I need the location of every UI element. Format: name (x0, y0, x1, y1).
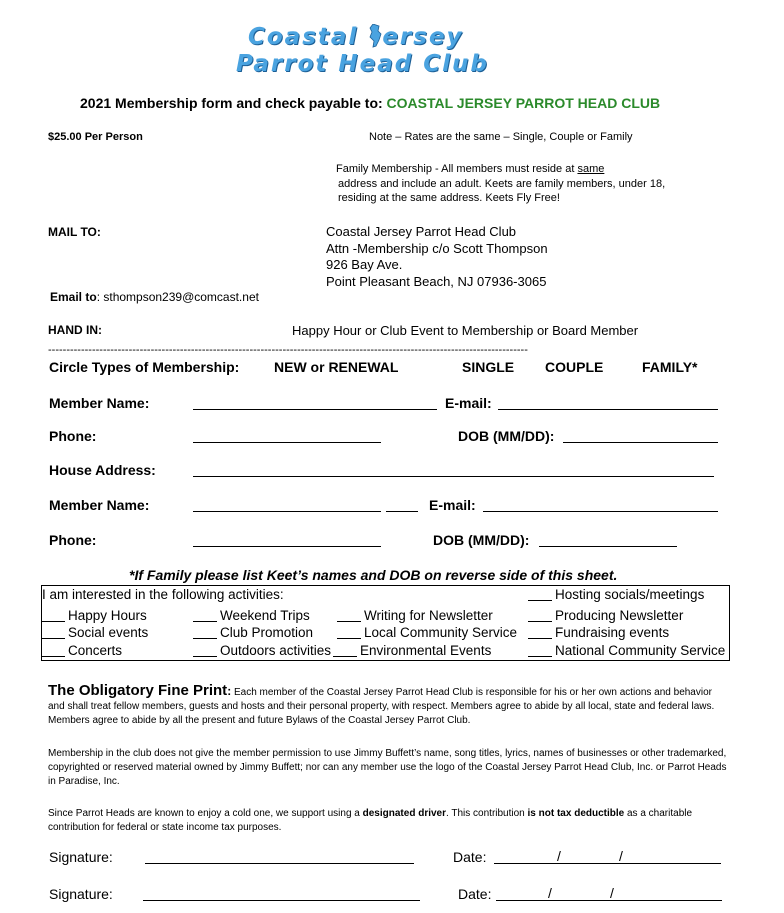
heading-payee: COASTAL JERSEY PARROT HEAD CLUB (386, 95, 661, 111)
activity-outdoors[interactable]: Outdoors activities (193, 643, 331, 658)
email-label: Email to (50, 290, 97, 304)
new-jersey-state-icon (368, 24, 382, 48)
membership-single[interactable]: SINGLE (462, 359, 515, 375)
activity-checkbox[interactable] (337, 625, 361, 639)
activity-environmental-events[interactable]: Environmental Events (333, 643, 491, 658)
signature-field-2[interactable] (143, 886, 420, 901)
date-label-1: Date: (453, 849, 487, 865)
p3-text-a: Since Parrot Heads are known to enjoy a cold one, we support using a (48, 808, 363, 819)
phone-label-2: Phone: (49, 532, 97, 548)
email-field-1[interactable] (498, 395, 718, 410)
mail-to-label: MAIL TO: (48, 225, 101, 239)
phone-field-2[interactable] (193, 532, 381, 547)
family-membership-line2: address and include an adult. Keets are family members, under 18, (338, 178, 666, 190)
rates-note: Note – Rates are the same – Single, Couple or Family (369, 131, 633, 143)
fine-print-text-1: Each member of the Coastal Jersey Parrot Head Club is responsible for his or her own actions and behavior and shall treat fellow members, guests and hosts and their personal property, with respect. Members agree to abide by all local, state and federal laws. Members agree to abide by all the present and future Bylaws of the Coastal Jersey Parrot Club. (48, 687, 715, 726)
logo-text-coastal: Coastal (248, 24, 359, 50)
member-name-field-1[interactable] (193, 395, 437, 410)
activity-weekend-trips[interactable]: Weekend Trips (193, 608, 310, 623)
activity-social-events[interactable]: Social events (41, 625, 148, 640)
activity-hosting-socials[interactable]: Hosting socials/meetings (528, 587, 704, 602)
mail-address-line4: Point Pleasant Beach, NJ 07936-3065 (326, 274, 547, 289)
house-address-field[interactable] (193, 462, 714, 477)
activity-checkbox[interactable] (528, 643, 552, 657)
date-slash-1b: / (619, 848, 623, 864)
fine-print-paragraph-3 (48, 807, 728, 835)
email-to (50, 290, 259, 304)
activity-concerts[interactable]: Concerts (41, 643, 122, 658)
member-name-field-2b[interactable] (386, 497, 418, 512)
family-keets-note: *If Family please list Keet’s names and DOB on reverse side of this sheet. (129, 567, 618, 583)
activity-checkbox[interactable] (41, 643, 65, 657)
activity-checkbox[interactable] (193, 625, 217, 639)
family-membership-line3: residing at the same address. Keets Fly Free! (338, 192, 560, 204)
club-logo-line2: Parrot Head Club (236, 51, 489, 77)
activity-checkbox[interactable] (193, 643, 217, 657)
form-heading (80, 95, 660, 111)
fine-print-colon: : (227, 684, 232, 698)
hand-in-value: Happy Hour or Club Event to Membership or Board Member (292, 323, 639, 338)
dob-field-2[interactable] (539, 532, 677, 547)
house-address-label: House Address: (49, 462, 156, 478)
club-logo-line1 (248, 24, 464, 50)
phone-label-1: Phone: (49, 428, 97, 444)
date-slash-2b: / (610, 885, 614, 901)
member-name-field-2a[interactable] (193, 497, 381, 512)
dashed-divider: ----------------------------------------------------------------------------------------------------------------------------------- (48, 344, 528, 356)
signature-label-2: Signature: (49, 886, 113, 902)
price-per-person: $25.00 Per Person (48, 131, 143, 143)
hand-in-label: HAND IN: (48, 323, 102, 337)
dob-label-1: DOB (MM/DD): (458, 428, 555, 444)
membership-new-renewal[interactable]: NEW or RENEWAL (274, 359, 399, 375)
membership-types-label: Circle Types of Membership: (49, 359, 240, 375)
activity-local-community-service[interactable]: Local Community Service (337, 625, 517, 640)
date-slash-1a: / (557, 848, 561, 864)
family-line1-text: Family Membership - All members must reside at (336, 163, 578, 175)
activity-happy-hours[interactable]: Happy Hours (41, 608, 147, 623)
activities-intro: I am interested in the following activities: (42, 587, 284, 602)
email-field-2[interactable] (483, 497, 718, 512)
activity-fundraising-events[interactable]: Fundraising events (528, 625, 669, 640)
date-slash-2a: / (548, 885, 552, 901)
dob-field-1[interactable] (563, 428, 718, 443)
activity-national-community-service[interactable]: National Community Service (528, 643, 725, 658)
dob-label-2: DOB (MM/DD): (433, 532, 530, 548)
signature-label-1: Signature: (49, 849, 113, 865)
family-membership-line1 (336, 163, 604, 175)
family-line1-underlined: same (577, 163, 605, 175)
mail-address-line3: 926 Bay Ave. (326, 257, 403, 272)
email-value: : sthompson239@comcast.net (96, 290, 259, 304)
activity-checkbox[interactable] (41, 625, 65, 639)
email-label-2: E-mail: (429, 497, 476, 513)
p3-text-e: as a charitable contribution for federal or state income tax purposes. (48, 808, 693, 833)
activity-checkbox[interactable] (41, 608, 65, 622)
member-name-label-2: Member Name: (49, 497, 150, 513)
logo-text-ersey: ersey (382, 24, 464, 50)
mail-address-line2: Attn -Membership c/o Scott Thompson (326, 241, 548, 256)
date-label-2: Date: (458, 886, 492, 902)
membership-couple[interactable]: COUPLE (545, 359, 604, 375)
fine-print-paragraph-2: Membership in the club does not give the member permission to use Jimmy Buffett’s name, song titles, lyrics, names of businesses or other trademarked, copyrighted or reserved material owned by Jimmy Buffett; nor can any member use the logo of the Coastal Jersey Parrot Head Club, Inc. or Parrot Heads in Paradise, Inc. (48, 748, 727, 787)
fine-print-paragraph-1 (48, 684, 728, 728)
activity-checkbox[interactable] (337, 608, 361, 622)
signature-field-1[interactable] (145, 849, 414, 864)
mail-address-line1: Coastal Jersey Parrot Head Club (326, 224, 517, 239)
activity-checkbox[interactable] (193, 608, 217, 622)
date-field-2[interactable] (496, 886, 722, 901)
date-field-1[interactable] (494, 849, 721, 864)
p3-designated-driver: designated driver (362, 808, 446, 819)
membership-family[interactable]: FAMILY* (642, 359, 698, 375)
phone-field-1[interactable] (193, 428, 381, 443)
p3-not-tax-deductible: is not tax deductible (527, 808, 625, 819)
activity-writing-newsletter[interactable]: Writing for Newsletter (337, 608, 493, 623)
email-label-1: E-mail: (445, 395, 492, 411)
activity-checkbox[interactable] (528, 587, 552, 601)
activity-checkbox[interactable] (528, 608, 552, 622)
activity-checkbox[interactable] (333, 643, 357, 657)
activity-producing-newsletter[interactable]: Producing Newsletter (528, 608, 683, 623)
member-name-label-1: Member Name: (49, 395, 150, 411)
heading-prefix: 2021 Membership form and check payable to: (80, 95, 383, 111)
fine-print-title: The Obligatory Fine Print (48, 682, 228, 699)
activity-checkbox[interactable] (528, 625, 552, 639)
p3-text-c: . This contribution (446, 808, 528, 819)
activity-club-promotion[interactable]: Club Promotion (193, 625, 313, 640)
